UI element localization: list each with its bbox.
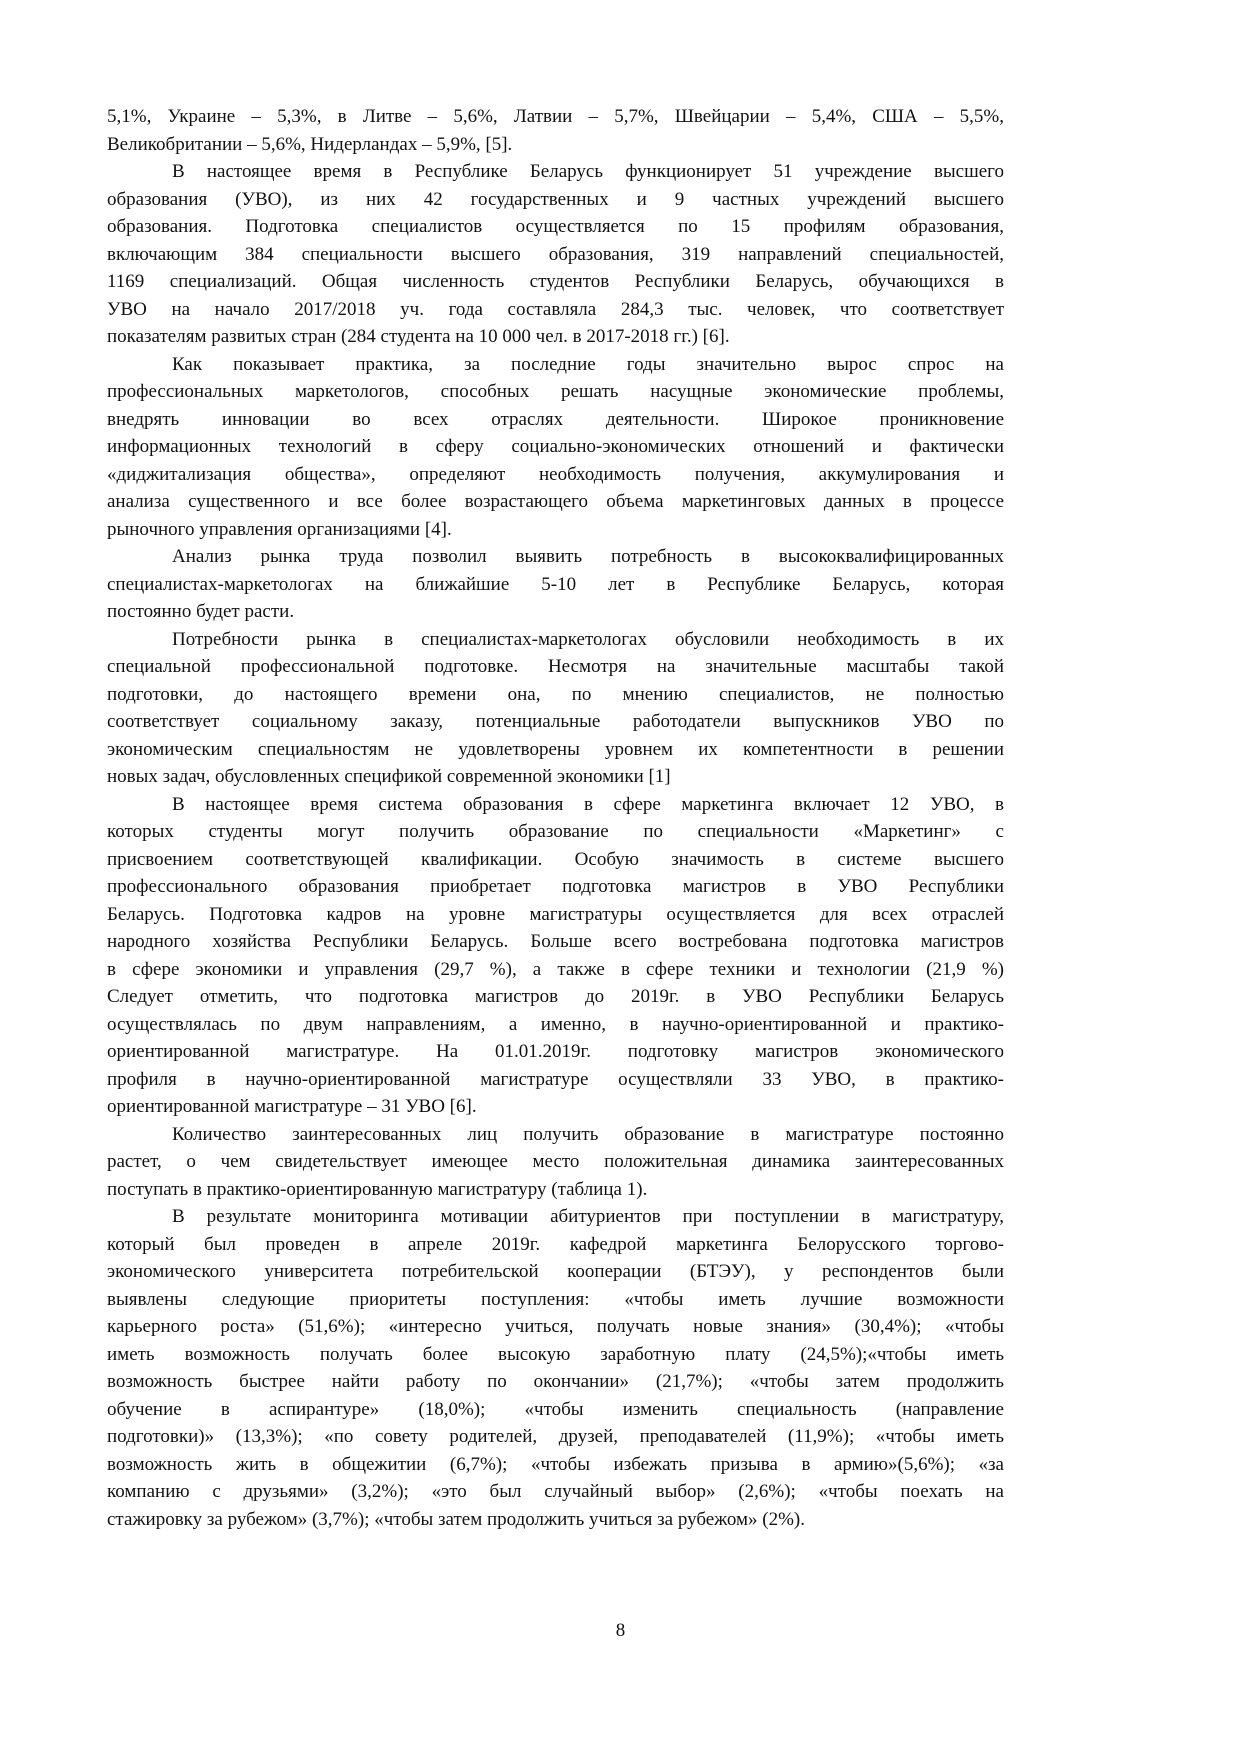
text-line: ориентированной магистратуре. На 01.01.2019г. подготовку магистров экономического <box>107 1041 1004 1062</box>
text-line: профессионального образования приобретает подготовка магистров в УВО Республики <box>107 876 1004 897</box>
text-line: специальной профессиональной подготовке. Несмотря на значительные масштабы такой <box>107 656 1004 677</box>
text-line: рыночного управления организациями [4]. <box>107 518 452 540</box>
text-line: ориентированной магистратуре – 31 УВО [6]. <box>107 1096 477 1117</box>
text-line: выявлены следующие приоритеты поступления: «чтобы иметь лучшие возможности <box>107 1288 1004 1310</box>
text-line: иметь возможность получать более высокую заработную плату (24,5%);«чтобы иметь <box>107 1343 1004 1365</box>
text-line: новых задач, обусловленных спецификой современной экономики [1] <box>107 766 671 787</box>
text-line: УВО на начало 2017/2018 уч. года составляла 284,3 тыс. человек, что соответствует <box>107 298 1004 320</box>
text-line: специалистах-маркетологах на ближайшие 5-10 лет в Республике Беларусь, которая <box>107 573 1004 595</box>
text-line: подготовки)» (13,3%); «по совету родителей, друзей, преподавателей (11,9%); «чтобы иметь <box>107 1426 1004 1447</box>
text-line: анализа существенного и все более возрастающего объема маркетинговых данных в процессе <box>107 491 1004 512</box>
text-line: 1169 специализаций. Общая численность студентов Республики Беларусь, обучающихся в <box>107 271 1004 292</box>
text-line: возможность жить в общежитии (6,7%); «чтобы избежать призыва в армию»(5,6%); «за <box>107 1453 1004 1475</box>
text-line: «диджитализация общества», определяют необходимость получения, аккумулирования и <box>107 463 1004 485</box>
text-line: образования (УВО), из них 42 государственных и 9 частных учреждений высшего <box>107 188 1004 210</box>
paragraph <box>107 791 1004 1121</box>
text-line: экономическим специальностям не удовлетворены уровнем их компетентности в решении <box>107 738 1004 760</box>
text-line: Следует отметить, что подготовка магистров до 2019г. в УВО Республики Беларусь <box>107 986 1004 1007</box>
text-line: возможность быстрее найти работу по окончании» (21,7%); «чтобы затем продолжить <box>107 1371 1004 1392</box>
text-line: поступать в практико-ориентированную магистратуру (таблица 1). <box>107 1178 648 1200</box>
paragraph <box>107 158 1004 351</box>
text-line: растет, о чем свидетельствует имеющее место положительная динамика заинтересованных <box>107 1151 1004 1172</box>
text-line: экономического университета потребительской кооперации (БТЭУ), у респондентов были <box>107 1261 1004 1282</box>
text-line: присвоением соответствующей квалификации. Особую значимость в системе высшего <box>107 848 1004 870</box>
text-line: В настоящее время система образования в сфере маркетинга включает 12 УВО, в <box>172 793 1004 815</box>
paragraph <box>107 1203 1004 1533</box>
text-line: народного хозяйства Республики Беларусь. Больше всего востребована подготовка магистров <box>107 931 1004 952</box>
paragraph <box>107 1121 1004 1204</box>
text-line: обучение в аспирантуре» (18,0%); «чтобы изменить специальность (направление <box>107 1398 1004 1420</box>
text-line: в сфере экономики и управления (29,7 %), а также в сфере техники и технологии (21,9 %) <box>107 958 1004 980</box>
text-line: В настоящее время в Республике Беларусь функционирует 51 учреждение высшего <box>172 161 1004 182</box>
text-line: подготовки, до настоящего времени она, по мнению специалистов, не полностью <box>107 683 1004 705</box>
text-line: которых студенты могут получить образование по специальности «Маркетинг» с <box>107 821 1004 842</box>
text-line: соответствует социальному заказу, потенциальные работодатели выпускников УВО по <box>107 711 1004 732</box>
text-line: карьерного роста» (51,6%); «интересно учиться, получать новые знания» (30,4%); «чтобы <box>107 1316 1004 1337</box>
text-line: включающим 384 специальности высшего образования, 319 направлений специальностей, <box>107 243 1004 265</box>
text-line: В результате мониторинга мотивации абитуриентов при поступлении в магистратуру, <box>172 1206 1004 1227</box>
text-line: Анализ рынка труда позволил выявить потребность в высококвалифицированных <box>172 546 1004 567</box>
paragraph <box>107 626 1004 791</box>
paragraph <box>107 103 1004 158</box>
text-line: образования. Подготовка специалистов осуществляется по 15 профилям образования, <box>107 216 1004 237</box>
text-line: Потребности рынка в специалистах-маркетологах обусловили необходимость в их <box>172 628 1004 650</box>
text-line: внедрять инновации во всех отраслях деятельности. Широкое проникновение <box>107 408 1004 430</box>
page-body <box>107 103 1004 1533</box>
text-line: постоянно будет расти. <box>107 601 295 622</box>
paragraph <box>107 351 1004 544</box>
text-line: осуществлялась по двум направлениям, а именно, в научно-ориентированной и практико- <box>107 1013 1004 1035</box>
text-line: Как показывает практика, за последние годы значительно вырос спрос на <box>172 353 1004 375</box>
text-line: компанию с друзьями» (3,2%); «это был случайный выбор» (2,6%); «чтобы поехать на <box>107 1481 1004 1502</box>
page-number: 8 <box>615 1620 626 1641</box>
text-line: Количество заинтересованных лиц получить образование в магистратуре постоянно <box>172 1123 1004 1145</box>
text-line: показателям развитых стран (284 студента на 10 000 чел. в 2017-2018 гг.) [6]. <box>107 326 730 347</box>
text-line: Великобритании – 5,6%, Нидерландах – 5,9%, [5]. <box>107 133 513 155</box>
text-line: Беларусь. Подготовка кадров на уровне магистратуры осуществляется для всех отраслей <box>107 903 1004 925</box>
paragraph <box>107 543 1004 626</box>
text-line: 5,1%, Украине – 5,3%, в Литве – 5,6%, Латвии – 5,7%, Швейцарии – 5,4%, США – 5,5%, <box>107 106 1004 127</box>
text-line: стажировку за рубежом» (3,7%); «чтобы затем продолжить учиться за рубежом» (2%). <box>107 1508 805 1530</box>
text-line: профиля в научно-ориентированной магистратуре осуществляли 33 УВО, в практико- <box>107 1068 1004 1090</box>
text-line: профессиональных маркетологов, способных решать насущные экономические проблемы, <box>107 381 1004 402</box>
text-line: информационных технологий в сферу социально-экономических отношений и фактически <box>107 436 1004 457</box>
text-line: который был проведен в апреле 2019г. кафедрой маркетинга Белорусского торгово- <box>107 1233 1004 1255</box>
